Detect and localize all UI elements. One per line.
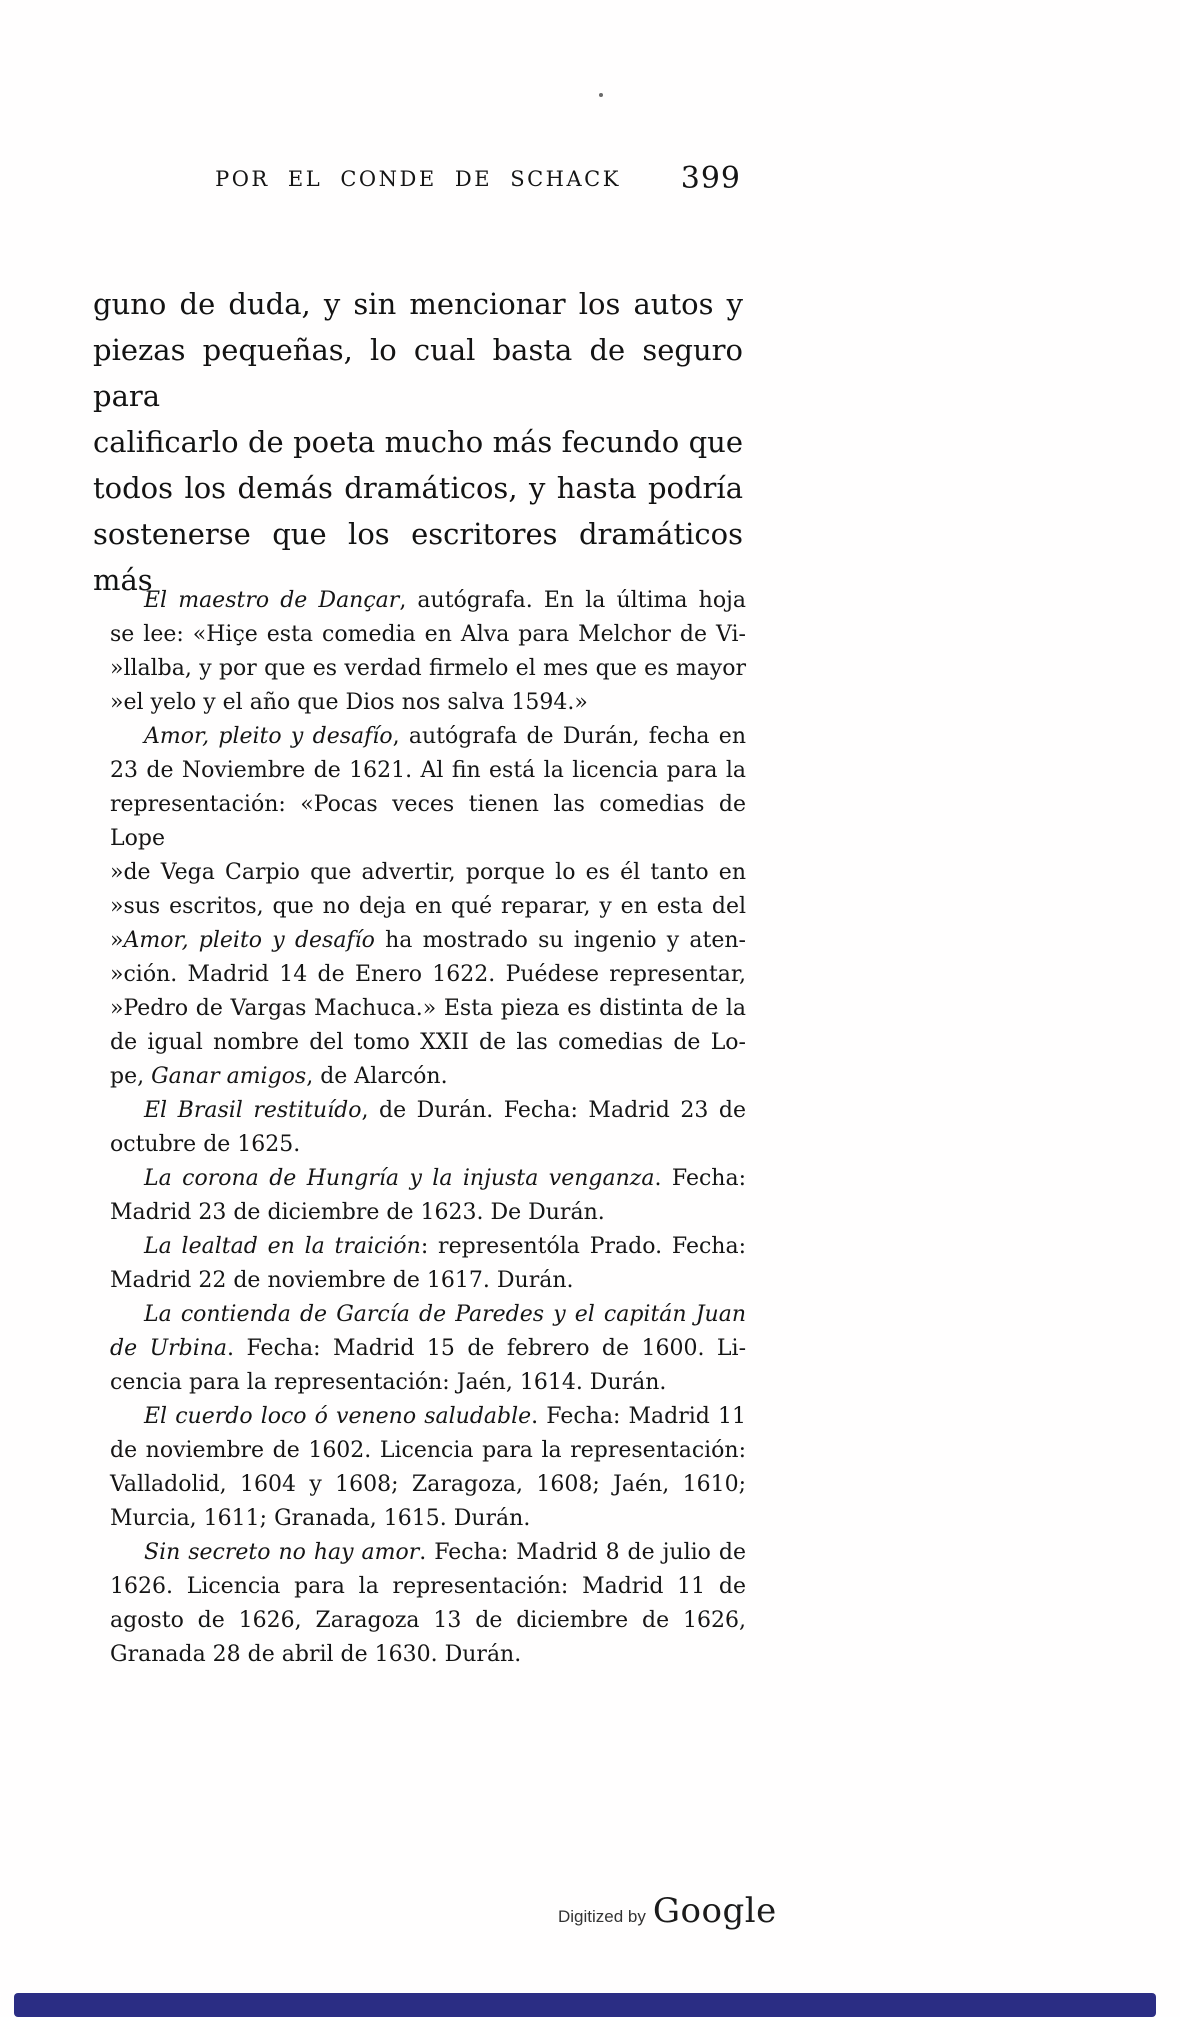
text-line: Valladolid, 1604 y 1608; Zaragoza, 1608; Jaén, 1610; xyxy=(110,1472,746,1497)
page-title: POR EL CONDE DE SCHACK xyxy=(215,167,621,191)
text-line: 1626. Licencia para la representación: Madrid 11 de xyxy=(110,1574,746,1599)
text-line: La corona de Hungría y la injusta venganza. Fecha: xyxy=(144,1166,746,1191)
footnotes xyxy=(110,584,746,1672)
google-logo: Google xyxy=(652,1891,777,1931)
footnote-paragraph xyxy=(110,584,746,720)
text-line: sostenerse que los escritores dramáticos más xyxy=(93,517,743,597)
ink-speck xyxy=(599,93,603,97)
digitized-by-label: Digitized by xyxy=(558,1907,646,1926)
footnote-paragraph xyxy=(110,1230,746,1298)
text-line: Madrid 22 de noviembre de 1617. Durán. xyxy=(110,1268,574,1293)
digitized-by-watermark xyxy=(558,1891,777,1931)
text-line: agosto de 1626, Zaragoza 13 de diciembre de 1626, xyxy=(110,1608,746,1633)
footnote-paragraph xyxy=(110,1298,746,1400)
text-line: »de Vega Carpio que advertir, porque lo es él tanto en xyxy=(110,860,746,885)
text-line: »Amor, pleito y desafío ha mostrado su ingenio y aten- xyxy=(110,928,746,953)
text-line: El maestro de Dançar, autógrafa. En la última hoja xyxy=(144,588,746,613)
text-line: »sus escritos, que no deja en qué reparar, y en esta del xyxy=(110,894,746,919)
footnote-paragraph xyxy=(110,1400,746,1536)
text-line: todos los demás dramáticos, y hasta podría xyxy=(93,471,743,505)
text-line: La lealtad en la traición: representóla Prado. Fecha: xyxy=(144,1234,746,1259)
text-line: 23 de Noviembre de 1621. Al fin está la licencia para la xyxy=(110,758,746,783)
text-line: La contienda de García de Paredes y el capitán Juan xyxy=(144,1302,746,1327)
main-text xyxy=(93,281,743,603)
text-line: octubre de 1625. xyxy=(110,1132,301,1157)
text-line: Madrid 23 de diciembre de 1623. De Durán. xyxy=(110,1200,605,1225)
footnote-paragraph xyxy=(110,1094,746,1162)
text-line: El cuerdo loco ó veneno saludable. Fecha: Madrid 11 xyxy=(144,1404,746,1429)
footnote-paragraph xyxy=(110,1536,746,1672)
text-line: Murcia, 1611; Granada, 1615. Durán. xyxy=(110,1506,531,1531)
text-line: piezas pequeñas, lo cual basta de seguro para xyxy=(93,333,743,413)
text-line: »llalba, y por que es verdad firmelo el mes que es mayor xyxy=(110,656,746,681)
text-line: de igual nombre del tomo XXII de las comedias de Lo- xyxy=(110,1030,746,1055)
footnote-paragraph xyxy=(110,1162,746,1230)
text-line: representación: «Pocas veces tienen las comedias de Lope xyxy=(110,792,746,851)
text-line: pe, Ganar amigos, de Alarcón. xyxy=(110,1064,448,1089)
text-line: Amor, pleito y desafío, autógrafa de Durán, fecha en xyxy=(144,724,746,749)
text-line: de noviembre de 1602. Licencia para la representación: xyxy=(110,1438,746,1463)
bottom-bar xyxy=(14,1993,1156,2017)
running-head xyxy=(93,161,743,209)
text-line: »Pedro de Vargas Machuca.» Esta pieza es distinta de la xyxy=(110,996,746,1021)
text-line: cencia para la representación: Jaén, 1614. Durán. xyxy=(110,1370,667,1395)
text-line: guno de duda, y sin mencionar los autos y xyxy=(93,287,743,321)
footnote-paragraph xyxy=(110,720,746,1094)
text-line: »el yelo y el año que Dios nos salva 1594.» xyxy=(110,690,588,715)
text-line: »ción. Madrid 14 de Enero 1622. Puédese representar, xyxy=(110,962,746,987)
text-line: calificarlo de poeta mucho más fecundo que xyxy=(93,425,743,459)
text-line: Sin secreto no hay amor. Fecha: Madrid 8 de julio de xyxy=(144,1540,746,1565)
page-number: 399 xyxy=(680,161,741,196)
text-line: se lee: «Hiçe esta comedia en Alva para Melchor de Vi- xyxy=(110,622,746,647)
text-line: El Brasil restituído, de Durán. Fecha: Madrid 23 de xyxy=(144,1098,746,1123)
text-line: Granada 28 de abril de 1630. Durán. xyxy=(110,1642,522,1667)
text-line: de Urbina. Fecha: Madrid 15 de febrero de 1600. Li- xyxy=(110,1336,746,1361)
